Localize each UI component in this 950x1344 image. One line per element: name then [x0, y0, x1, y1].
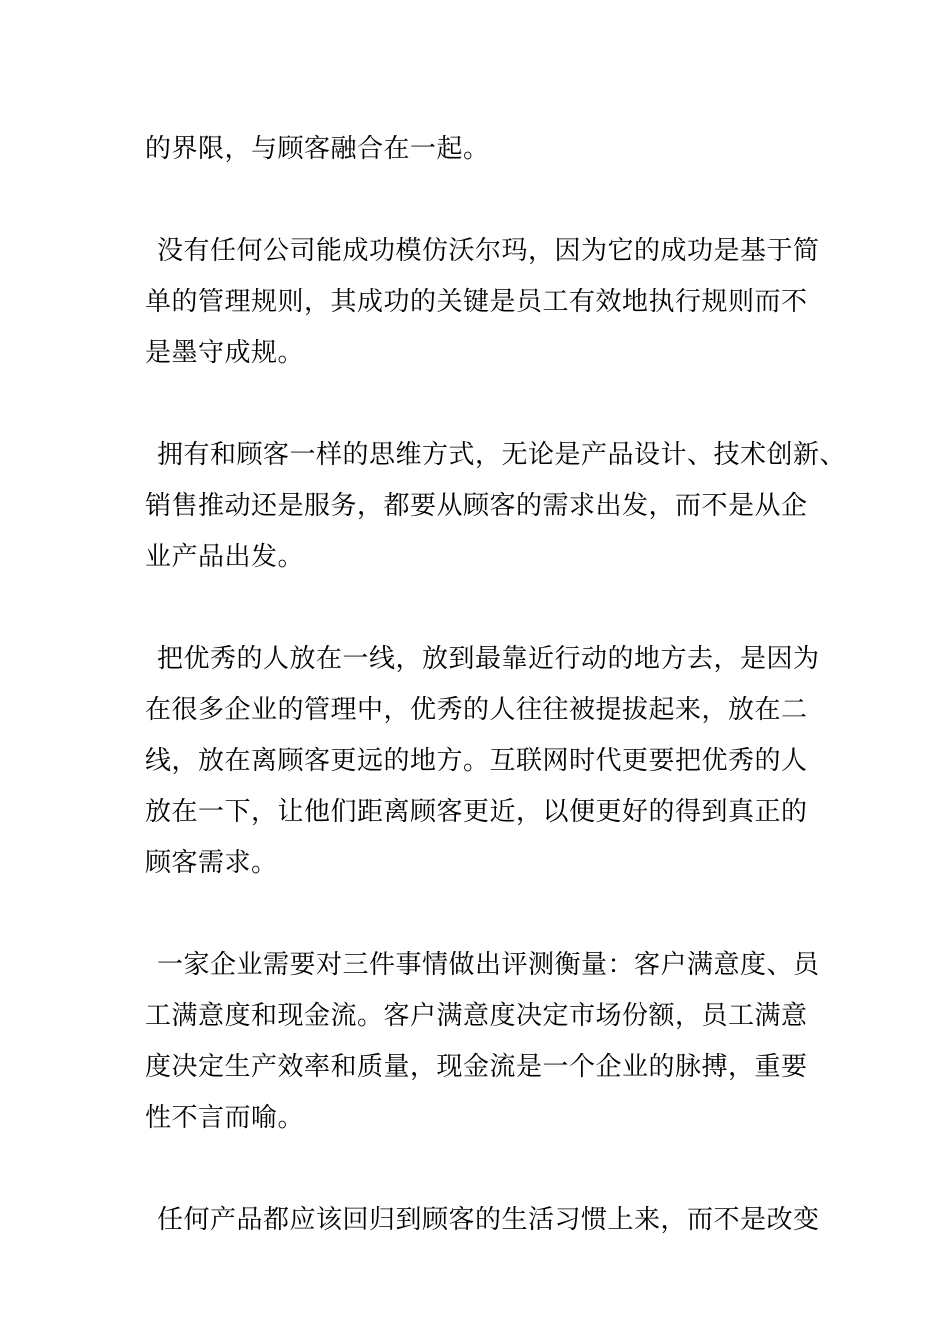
- paragraph-6: [145, 1195, 835, 1246]
- text-line: 业产品出发。: [145, 542, 305, 572]
- text-line: 拥有和顾客一样的思维方式，无论是产品设计、技术创新、: [157, 440, 847, 470]
- text-line: 放在一下，让他们距离顾客更近，以便更好的得到真正的: [145, 797, 808, 827]
- text-line: 性不言而喻。: [145, 1103, 305, 1133]
- paragraph-4: [145, 634, 835, 889]
- text-line: 单的管理规则，其成功的关键是员工有效地执行规则而不: [145, 287, 808, 317]
- text-line: 把优秀的人放在一线，放到最靠近行动的地方去，是因为: [157, 644, 820, 674]
- text-line: 工满意度和现金流。客户满意度决定市场份额，员工满意: [145, 1001, 808, 1031]
- text-line: 顾客需求。: [145, 848, 278, 878]
- text-line: 销售推动还是服务，都要从顾客的需求出发，而不是从企: [145, 491, 808, 521]
- text-line: 一家企业需要对三件事情做出评测衡量：客户满意度、员: [157, 950, 820, 980]
- text-line: 任何产品都应该回归到顾客的生活习惯上来，而不是改变: [157, 1205, 820, 1235]
- paragraph-1: [145, 124, 835, 175]
- paragraph-3: [145, 430, 847, 583]
- text-line: 是墨守成规。: [145, 338, 305, 368]
- text-line: 度决定生产效率和质量，现金流是一个企业的脉搏，重要: [145, 1052, 808, 1082]
- paragraph-5: [145, 940, 835, 1144]
- text-line: 的界限，与顾客融合在一起。: [145, 134, 490, 164]
- text-line: 线，放在离顾客更远的地方。互联网时代更要把优秀的人: [145, 746, 808, 776]
- text-line: 没有任何公司能成功模仿沃尔玛，因为它的成功是基于简: [157, 236, 820, 266]
- paragraph-2: [145, 226, 835, 379]
- text-line: 在很多企业的管理中，优秀的人往往被提拔起来，放在二: [145, 695, 808, 725]
